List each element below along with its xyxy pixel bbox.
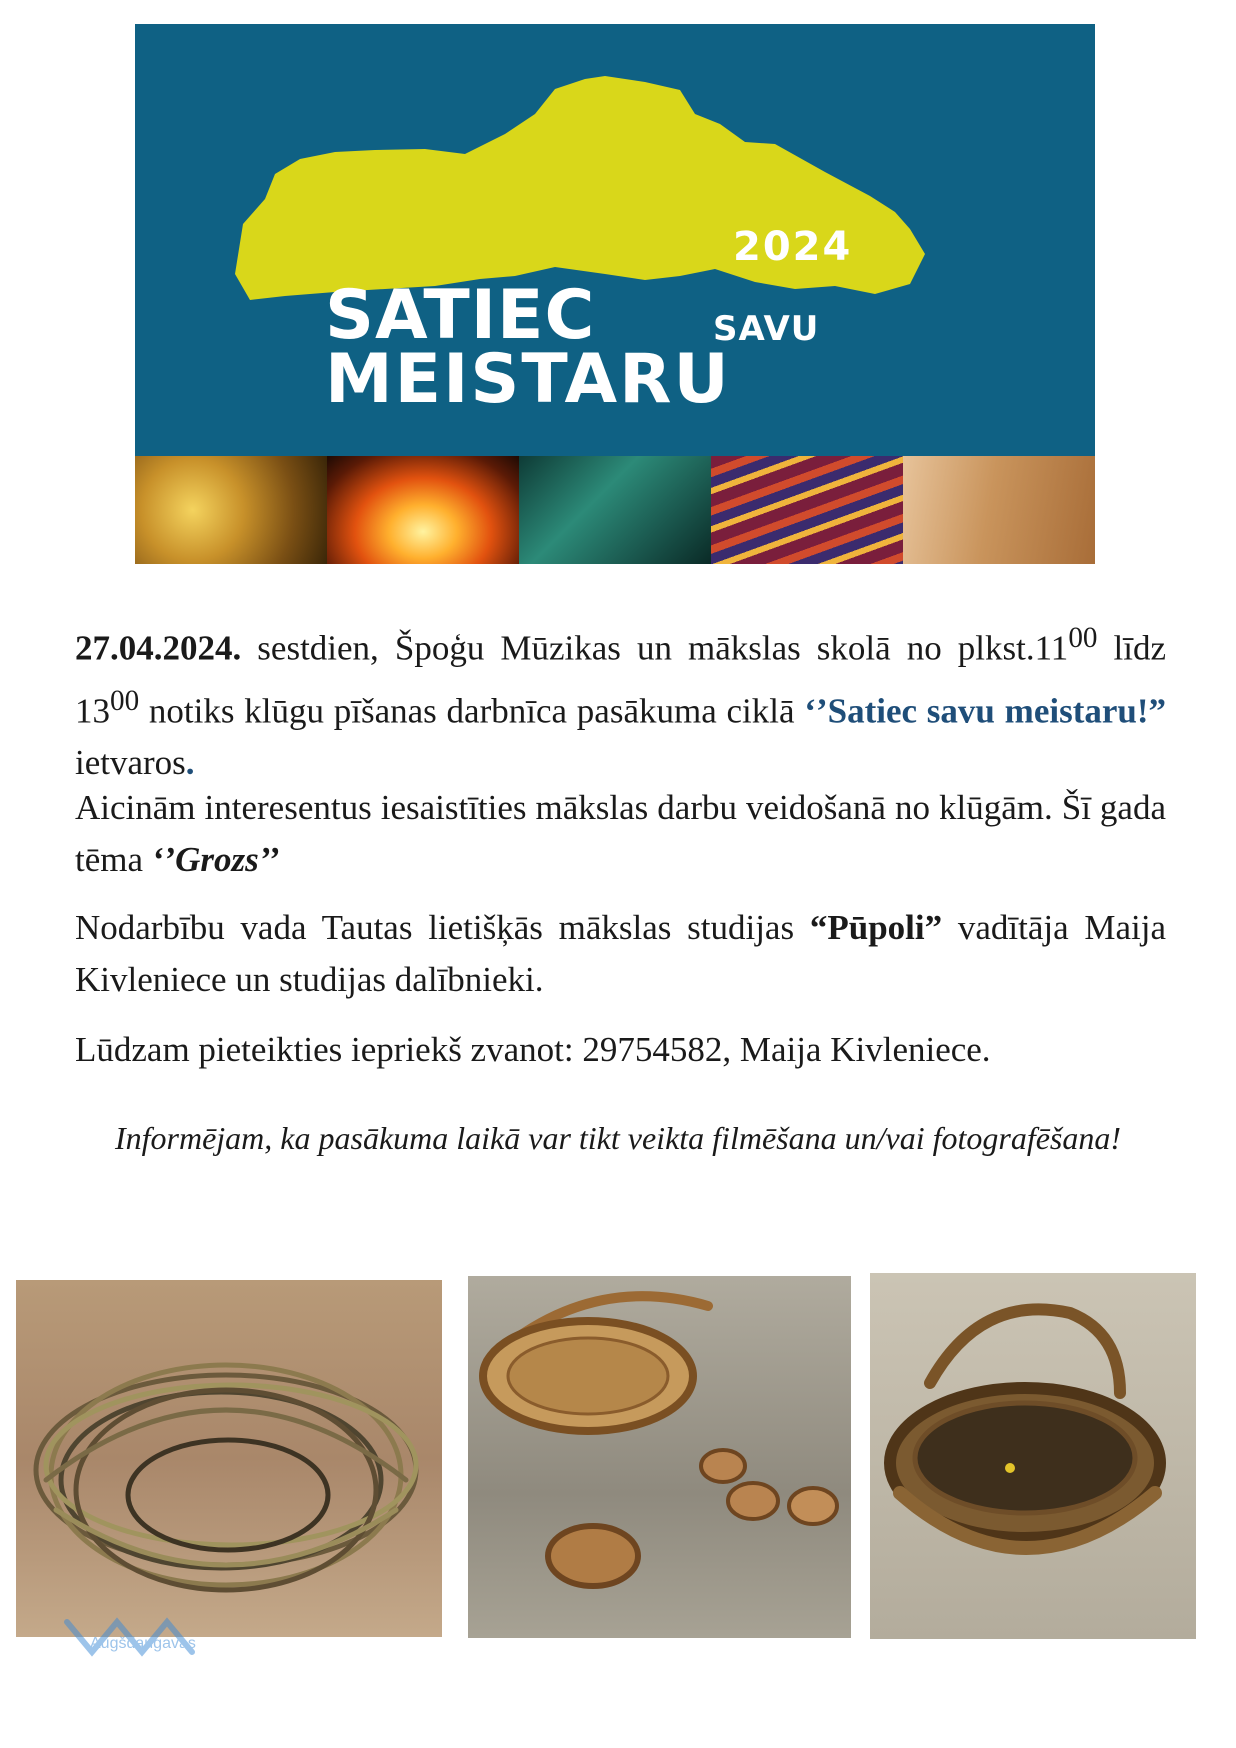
- watermark-text: Augšdaugavas: [90, 1635, 196, 1652]
- invitation-paragraph: [75, 782, 1166, 886]
- wooden-instrument-image: [903, 456, 1095, 564]
- registration-paragraph: [75, 1024, 1166, 1076]
- banner-photo-strip: [135, 456, 1095, 564]
- banner-title-line2: MEISTARU: [325, 340, 731, 419]
- event-text-b: līdz 13: [75, 628, 1167, 731]
- watermark-logo: [62, 1612, 212, 1672]
- leader-paragraph: [75, 902, 1166, 1006]
- start-time-sup: 00: [1068, 622, 1098, 654]
- end-time-sup: 00: [110, 684, 140, 717]
- event-banner: [135, 24, 1095, 564]
- banner-year: 2024: [733, 224, 853, 270]
- studio-name: “Pūpoli”: [809, 908, 943, 947]
- banner-title-line1: SATIEC: [325, 276, 596, 355]
- woven-nest-basket-photo: [16, 1280, 442, 1637]
- leader-text-b: vadītāja Maija Kivleniece un studijas dalībnieki.: [75, 908, 1167, 999]
- event-text-d: ietvaros: [75, 743, 186, 783]
- fire-image: [327, 456, 519, 564]
- event-details-paragraph: [75, 612, 1166, 789]
- baskets-on-linen-photo: [468, 1276, 851, 1638]
- event-cycle-name: ‘’Satiec savu meistaru!”: [804, 691, 1167, 731]
- gold-ornament-image: [135, 456, 327, 564]
- leader-text-a: Nodarbību vada Tautas lietišķās mākslas studijas: [75, 908, 810, 947]
- event-text-a: sestdien, Špoģu Mūzikas un mākslas skolā no plkst.11: [241, 628, 1069, 668]
- round-basket-photo: [870, 1273, 1196, 1639]
- filming-notice: Informējam, ka pasākuma laikā var tikt veikta filmēšana un/vai fotografēšana!: [114, 1120, 1122, 1156]
- registration-text: Lūdzam pieteikties iepriekš zvanot: 29754582, Maija Kivleniece.: [75, 1030, 991, 1069]
- banner-background: [135, 24, 1095, 456]
- iron-ornament-image: [519, 456, 711, 564]
- woven-textile-image: [711, 456, 903, 564]
- theme-name: ‘’Grozs’’: [151, 840, 280, 879]
- event-end-dot: .: [185, 743, 195, 783]
- event-text-c: notiks klūgu pīšanas darbnīca pasākuma ciklā: [139, 691, 805, 731]
- invitation-text: Aicinām interesentus iesaistīties mākslas darbu veidošanā no klūgām. Šī gada tēma: [75, 788, 1166, 879]
- event-date: 27.04.2024.: [75, 628, 242, 668]
- banner-title-small: SAVU: [713, 309, 820, 349]
